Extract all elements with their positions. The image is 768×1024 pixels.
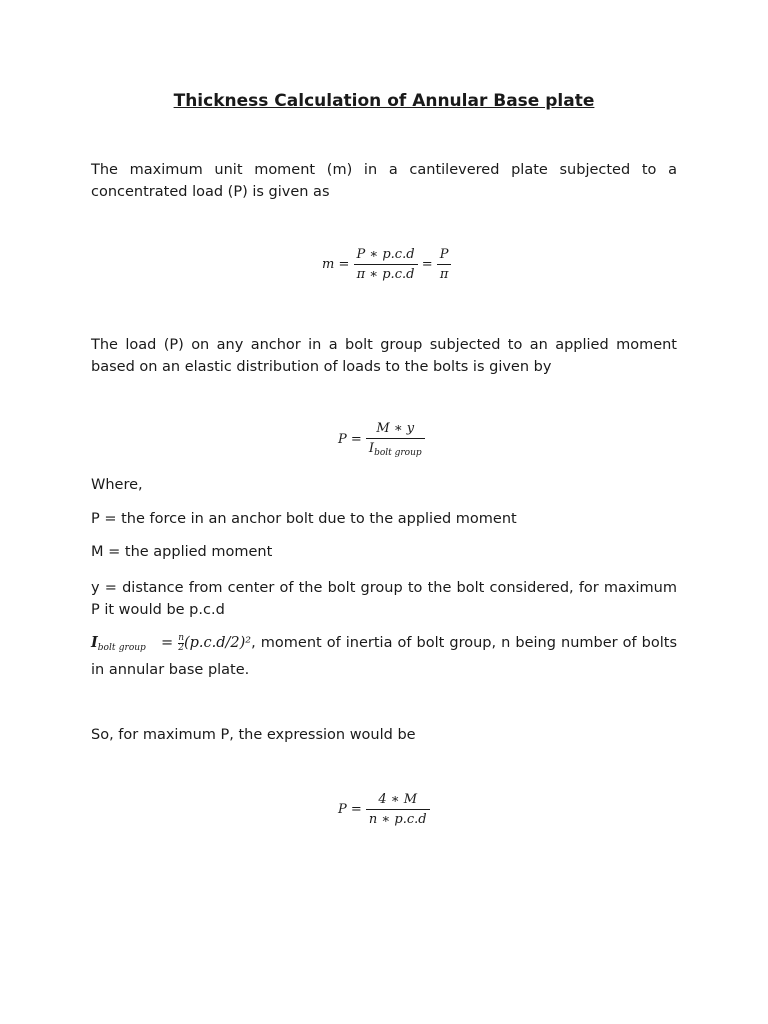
eq3-denominator: n ∗ p.c.d xyxy=(368,812,427,827)
equation-anchor-load xyxy=(338,421,425,458)
definition-p: P = the force in an anchor bolt due to the applied moment xyxy=(91,511,517,527)
eq1-fraction xyxy=(354,247,418,282)
eq3-lhs: P = xyxy=(338,802,362,817)
eq1-denominator: π ∗ p.c.d xyxy=(356,267,415,282)
paragraph-maximum-p: So, for maximum P, the expression would be xyxy=(91,727,416,743)
eq1-numerator2: P xyxy=(437,247,452,265)
eq1-lhs: m = xyxy=(322,257,350,272)
paragraph-anchor-load: The load (P) on any anchor in a bolt group subjected to an applied moment based on an elastic distribution of loads to the bolts is given by xyxy=(91,337,677,375)
document-title: Thickness Calculation of Annular Base plate xyxy=(173,91,595,111)
inertia-symbol: I xyxy=(91,634,98,651)
definition-y: y = distance from center of the bolt group to the bolt considered, for maximum P it would be p.c.d xyxy=(91,580,677,618)
inertia-description: , moment of inertia of bolt group, n being number of bolts in annular base plate. xyxy=(91,635,678,678)
inertia-subscript: bolt group xyxy=(97,643,146,653)
eq2-numerator: M ∗ y xyxy=(366,421,425,439)
eq2-fraction xyxy=(366,421,425,458)
definition-moment-of-inertia xyxy=(91,632,677,681)
eq2-denominator xyxy=(366,439,425,458)
inertia-equals: = xyxy=(160,635,174,651)
paragraph-unit-moment: The maximum unit moment (m) in a cantilevered plate subjected to a concentrated load (P) is given as xyxy=(91,162,677,200)
eq3-numerator: 4 ∗ M xyxy=(366,792,430,810)
inertia-frac-num: n xyxy=(178,632,184,643)
eq1-equals: = xyxy=(421,257,433,272)
eq3-fraction xyxy=(366,792,430,827)
where-label: Where, xyxy=(91,477,143,493)
eq2-den-symbol: I xyxy=(368,441,375,456)
inertia-expression: (p.c.d/2)² xyxy=(183,635,252,651)
equation-maximum-p xyxy=(338,792,430,827)
eq2-den-subscript: bolt group xyxy=(374,448,422,458)
definition-m: M = the applied moment xyxy=(91,544,273,560)
equation-unit-moment xyxy=(322,247,451,282)
eq1-numerator: P ∗ p.c.d xyxy=(354,247,418,265)
eq2-lhs: P = xyxy=(338,432,362,447)
eq1-denominator2: π xyxy=(439,267,449,282)
eq1-fraction2 xyxy=(437,247,452,282)
inertia-frac-den: 2 xyxy=(178,642,184,653)
